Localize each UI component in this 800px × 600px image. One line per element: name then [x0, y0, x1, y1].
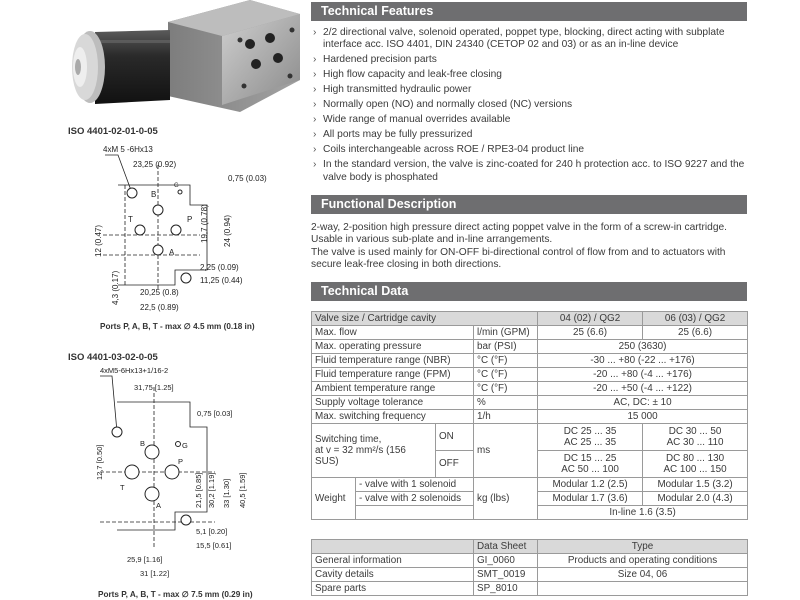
table-row-weight-2: - valve with 2 solenoids Modular 1.7 (3.6) Modular 2.0 (4.3) [312, 492, 748, 506]
table-row: General information GI_0060 Products and operating conditions [312, 554, 748, 568]
feature-item: › High flow capacity and leak-free closing [313, 69, 502, 81]
drawing1-dim-0: 23,25 (0.92) [133, 160, 177, 169]
drawing1-dim-9: 22,5 (0.89) [140, 303, 179, 312]
table-row: Supply voltage tolerance % AC, DC: ± 10 [312, 396, 748, 410]
drawing1-thread: 4xM 5 -6Hx13 [103, 145, 153, 154]
feature-item: › Normally open (NO) and normally closed (NC) versions [313, 99, 573, 111]
drawing2-dim-1: 0,75 [0.03] [197, 409, 233, 418]
drawing1-port-g: G [174, 183, 179, 189]
drawing1-dim-1: 0,75 (0.03) [228, 174, 267, 183]
table-row: Max. flow l/min (GPM) 25 (6.6) 25 (6.6) [312, 326, 748, 340]
drawing1-port-b: B [151, 190, 157, 199]
table-row: Cavity details SMT_0019 Size 04, 06 [312, 568, 748, 582]
drawing2-dim-7: 5,1 [0.20] [196, 527, 228, 536]
drawing1-title: ISO 4401-02-01-0-05 [68, 126, 158, 137]
table-row: Max. switching frequency 1/h 15 000 [312, 410, 748, 424]
table-row-weight-3: In-line 1.6 (3.5) [312, 506, 748, 520]
table-row: Fluid temperature range (NBR) °C (°F) -30 ... +80 (-22 ... +176) [312, 354, 748, 368]
mounting-drawing-2 [0, 362, 300, 582]
drawing1-port-t: T [128, 215, 133, 224]
drawing1-port-a: A [169, 248, 175, 257]
valve-product-image [0, 0, 300, 125]
drawing2-dim-9: 25,9 [1.16] [127, 555, 163, 564]
drawing2-dim-6: 40,5 [1.59] [238, 472, 247, 508]
drawing2-port-a: A [156, 501, 162, 510]
drawing2-dim-8: 15,5 [0.61] [196, 541, 232, 550]
table-header-row: Data Sheet Type [312, 540, 748, 554]
drawing2-dim-3: 21,5 [0.85] [194, 472, 203, 508]
feature-item: › In the standard version, the valve is zinc-coated for 240 h protection acc. to ISO 9227 and the valve body is phosphated [313, 159, 745, 183]
table-row: Ambient temperature range °C (°F) -20 ... +50 (-4 ... +122) [312, 382, 748, 396]
left-column [0, 0, 300, 600]
drawing2-title: ISO 4401-03-02-0-05 [68, 352, 158, 363]
drawing1-dim-8: 20,25 (0.8) [140, 288, 179, 297]
right-column [311, 0, 747, 600]
drawing1-dim-7: 11,25 (0.44) [200, 276, 243, 285]
table-header-row: Valve size / Cartridge cavity 04 (02) / QG2 06 (03) / QG2 [312, 312, 748, 326]
drawing1-dim-6: 2,25 (0.09) [200, 263, 239, 272]
table-row-weight-1: Weight - valve with 1 solenoid kg (lbs) Modular 1.2 (2.5) Modular 1.5 (3.2) [312, 478, 748, 492]
feature-item: › All ports may be fully pressurized [313, 129, 473, 141]
drawing2-port-p: P [178, 457, 184, 466]
functional-description [311, 222, 747, 272]
table-row: Max. operating pressure bar (PSI) 250 (3630) [312, 340, 748, 354]
drawing2-port-t: T [120, 483, 125, 492]
table-row-switching-off: OFF DC 15 ... 25 AC 50 ... 100 DC 80 ... 130 AC 100 ... 150 [312, 451, 748, 478]
drawing2-port-b: B [140, 439, 146, 448]
drawing1-dim-2: 12 (0.47) [94, 224, 103, 257]
drawing2-dim-0: 31,75 [1.25] [134, 383, 174, 392]
drawing1-dim-5: 4,3 (0.17) [111, 270, 120, 305]
drawing2-thread: 4xM5-6Hx13+1/16-2 [100, 366, 169, 375]
table-row-switching-on: Switching time, at v = 32 mm²/s (156 SUS) ON ms DC 25 ... 35 AC 25 ... 35 DC 30 ... 50 AC 30 ... 110 [312, 424, 748, 451]
functional-paragraph-2: The valve is used mainly for ON-OFF bi-directional control of flow from and to actuators with secure leak-free closing in both directions. [311, 246, 726, 271]
data-sheets-table [311, 539, 748, 596]
drawing1-caption: Ports P, A, B, T - max ∅ 4.5 mm (0.18 in) [100, 322, 255, 331]
drawing2-caption: Ports P, A, B, T - max ∅ 7.5 mm (0.29 in) [98, 590, 253, 599]
switching-time-label: Switching time, at v = 32 mm²/s (156 SUS) [312, 424, 436, 478]
drawing2-dim-10: 31 [1.22] [140, 569, 170, 578]
mounting-drawing-1 [0, 135, 300, 335]
technical-features-heading: Technical Features [311, 2, 747, 21]
drawing1-port-p: P [187, 215, 193, 224]
technical-data-table [311, 311, 748, 520]
feature-item: › Coils interchangeable across ROE / RPE3-04 product line [313, 144, 585, 156]
features-list [311, 27, 747, 187]
drawing2-dim-5: 33 [1.30] [222, 478, 231, 508]
functional-description-heading: Functional Description [311, 195, 747, 214]
table-row: Spare parts SP_8010 [312, 582, 748, 596]
feature-item: › Wide range of manual overrides available [313, 114, 511, 126]
drawing1-dim-4: 24 (0.94) [223, 214, 232, 247]
feature-item: › High transmitted hydraulic power [313, 84, 472, 96]
drawing2-dim-2: 12,7 [0.50] [95, 444, 104, 480]
drawing2-port-g: G [182, 441, 188, 450]
table-row: Fluid temperature range (FPM) °C (°F) -20 ... +80 (-4 ... +176) [312, 368, 748, 382]
feature-item: › 2/2 directional valve, solenoid operated, poppet type, blocking, direct acting with subplate interface acc. ISO 4401, DIN 24340 (CETOP 02 and 03) or as an in-line device [313, 27, 725, 51]
functional-paragraph-1: 2-way, 2-position high pressure direct acting poppet valve in the form of a screw-in cartridge. Usable in various sub-plate and in-line arrangements. [311, 222, 728, 246]
drawing2-dim-4: 30,2 [1.19] [207, 472, 216, 508]
technical-data-heading: Technical Data [311, 282, 747, 301]
feature-item: › Hardened precision parts [313, 54, 437, 66]
drawing1-dim-3: 19,7 (0.78) [200, 204, 209, 243]
